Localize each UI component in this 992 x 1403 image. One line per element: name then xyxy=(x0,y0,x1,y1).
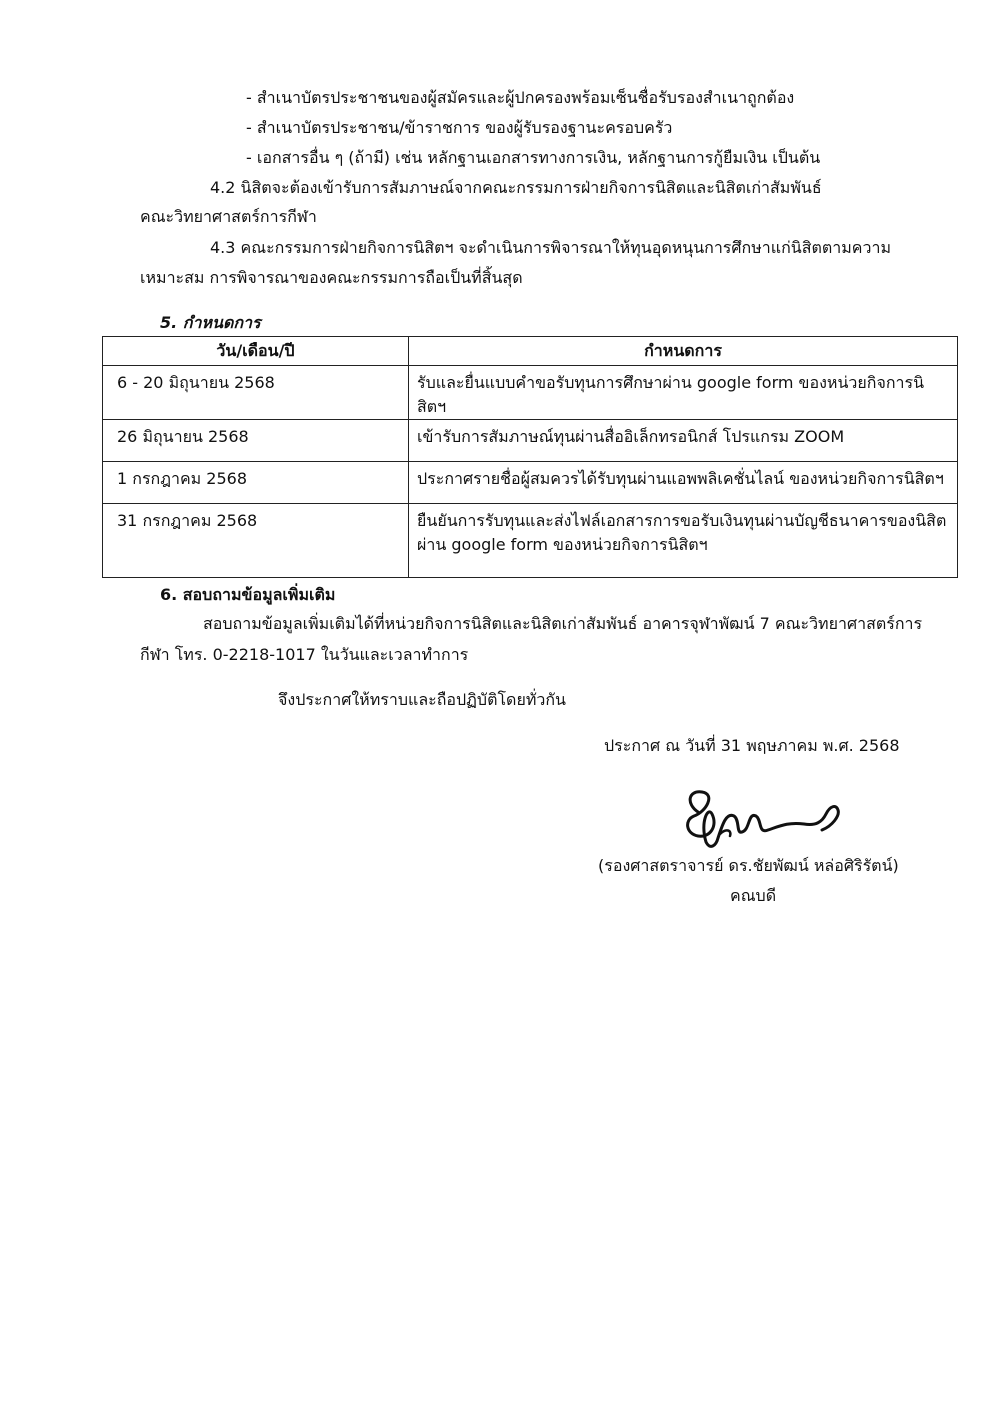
signer-title: คณบดี xyxy=(730,886,777,905)
section6-line1: สอบถามข้อมูลเพิ่มเติมได้ที่หน่วยกิจการนิสิตและนิสิตเก่าสัมพันธ์ อาคารจุฬาพัฒน์ 7 คณะวิทยาศาสตร์การ xyxy=(203,614,923,633)
signature-image xyxy=(676,782,846,854)
table-row xyxy=(103,504,958,578)
row-date: 31 กรกฎาคม 2568 xyxy=(103,504,409,578)
row-activity-line1: รับและยื่นแบบคำขอรับทุนการศึกษาผ่าน google form ของหน่วยกิจการนิสิตฯ xyxy=(417,373,925,416)
row-date: 1 กรกฎาคม 2568 xyxy=(103,462,409,504)
row-activity xyxy=(409,462,958,504)
item-4-3-line1: 4.3 คณะกรรมการฝ่ายกิจการนิสิตฯ จะดำเนินการพิจารณาให้ทุนอุดหนุนการศึกษาแก่นิสิตตามความ xyxy=(210,238,892,257)
closing-statement: จึงประกาศให้ทราบและถือปฏิบัติโดยทั่วกัน xyxy=(278,690,566,709)
announce-date: ประกาศ ณ วันที่ 31 พฤษภาคม พ.ศ. 2568 xyxy=(604,736,900,755)
row-date: 6 - 20 มิถุนายน 2568 xyxy=(103,366,409,420)
row-activity-line1: ยืนยันการรับทุนและส่งไฟล์เอกสารการขอรับเงินทุนผ่านบัญชีธนาคารของนิสิต xyxy=(417,511,947,530)
section6-line2: กีฬา โทร. 0-2218-1017 ในวันและเวลาทำการ xyxy=(140,645,469,664)
row-activity-line1: ประกาศรายชื่อผู้สมควรได้รับทุนผ่านแอพพลิเคชั่นไลน์ ของหน่วยกิจการนิสิตฯ xyxy=(417,469,944,488)
list-item: - สำเนาบัตรประชาชนของผู้สมัครและผู้ปกครองพร้อมเซ็นชื่อรับรองสำเนาถูกต้อง xyxy=(246,88,795,107)
table-row xyxy=(103,462,958,504)
row-activity-line2: ผ่าน google form ของหน่วยกิจการนิสิตฯ xyxy=(417,535,708,554)
table-row xyxy=(103,420,958,462)
list-item: - เอกสารอื่น ๆ (ถ้ามี) เช่น หลักฐานเอกสารทางการเงิน, หลักฐานการกู้ยืมเงิน เป็นต้น xyxy=(246,148,821,167)
item-4-2-line2: คณะวิทยาศาสตร์การกีฬา xyxy=(140,207,317,226)
column-header-activity: กำหนดการ xyxy=(409,337,958,366)
row-activity xyxy=(409,504,958,578)
row-date: 26 มิถุนายน 2568 xyxy=(103,420,409,462)
section5-heading: 5. กำหนดการ xyxy=(160,313,261,332)
item-4-2-line1: 4.2 นิสิตจะต้องเข้ารับการสัมภาษณ์จากคณะกรรมการฝ่ายกิจการนิสิตและนิสิตเก่าสัมพันธ์ xyxy=(210,178,822,197)
signer-name: (รองศาสตราจารย์ ดร.ชัยพัฒน์ หล่อศิริรัตน์) xyxy=(598,856,899,875)
item-4-3-line2: เหมาะสม การพิจารณาของคณะกรรมการถือเป็นที่สิ้นสุด xyxy=(140,268,523,287)
schedule-table xyxy=(102,336,958,578)
row-activity-line1: เข้ารับการสัมภาษณ์ทุนผ่านสื่ออิเล็กทรอนิกส์ โปรแกรม ZOOM xyxy=(417,427,845,446)
section6-heading: 6. สอบถามข้อมูลเพิ่มเติม xyxy=(160,585,336,604)
row-activity xyxy=(409,420,958,462)
row-activity xyxy=(409,366,958,420)
table-row xyxy=(103,366,958,420)
list-item: - สำเนาบัตรประชาชน/ข้าราชการ ของผู้รับรองฐานะครอบครัว xyxy=(246,118,673,137)
column-header-date: วัน/เดือน/ปี xyxy=(103,337,409,366)
